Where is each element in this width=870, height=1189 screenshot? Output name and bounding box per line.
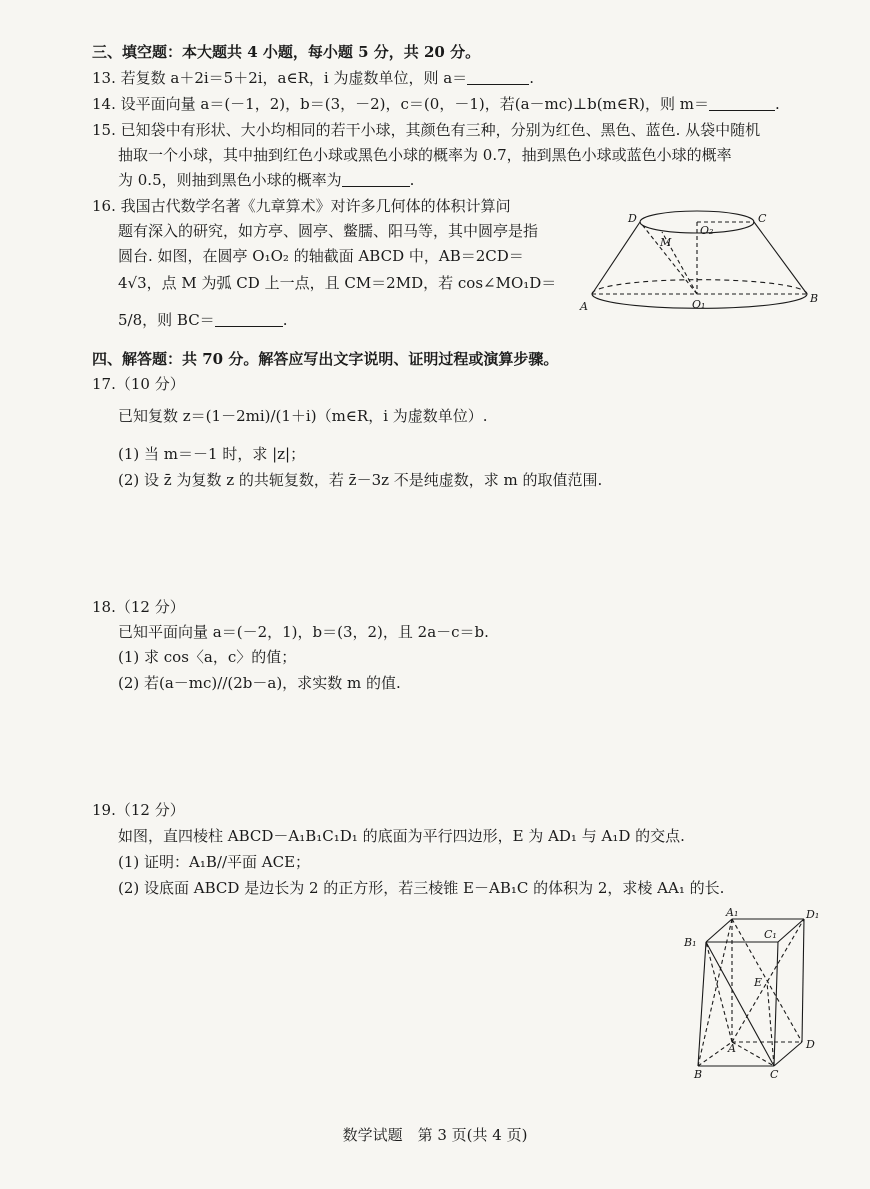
- q19-part-1: (1) 证明：A₁B//平面 ACE；: [118, 853, 311, 871]
- segment-a-b1: [706, 942, 732, 1042]
- label-O1: O₁: [692, 298, 706, 311]
- q19-part-2: (2) 设底面 ABCD 是边长为 2 的正方形，若三棱锥 E－AB₁C 的体积为 2，求棱 AA₁ 的长.: [118, 879, 725, 897]
- edge-b1-a1: [706, 919, 732, 942]
- question-13: 13. 若复数 a＋2i＝5＋2i，a∈R，i 为虚数单位，则 a＝ .: [92, 69, 534, 87]
- section3-heading: 三、填空题：本大题共 4 小题，每小题 5 分，共 20 分。: [92, 43, 481, 61]
- diag-b1-c: [706, 942, 774, 1066]
- q16-line-1: 16. 我国古代数学名著《九章算术》对许多几何体的体积计算问: [92, 197, 511, 215]
- q19-header: 19.（12 分）: [92, 801, 185, 819]
- q17-part-1: (1) 当 m＝－1 时，求 |z|；: [118, 445, 306, 463]
- q13-text: 13. 若复数 a＋2i＝5＋2i，a∈R，i 为虚数单位，则 a＝: [92, 69, 468, 87]
- q19-stem: 如图，直四棱柱 ABCD－A₁B₁C₁D₁ 的底面为平行四边形，E 为 AD₁ 与 A₁D 的交点.: [118, 827, 685, 845]
- label-C1: C₁: [764, 928, 777, 941]
- label-B1: B₁: [684, 936, 697, 949]
- q17-stem: 已知复数 z＝(1－2mi)/(1＋i)（m∈R，i 为虚数单位）.: [118, 407, 488, 425]
- label-B: B: [694, 1068, 703, 1081]
- q15-line-3: 为 0.5，则抽到黑色小球的概率为 .: [118, 171, 415, 189]
- frustum-side-right: [754, 222, 807, 294]
- q18-part-2: (2) 若(a－mc)//(2b－a)，求实数 m 的值.: [118, 674, 401, 692]
- label-O2: O₂: [700, 224, 714, 237]
- edge-c-d: [774, 1042, 802, 1066]
- question-14: 14. 设平面向量 a＝(－1，2)，b＝(3，－2)，c＝(0，－1)，若(a－mc)⊥b(m∈R)，则 m＝ .: [92, 95, 780, 113]
- section4-heading: 四、解答题：共 70 分。解答应写出文字说明、证明过程或演算步骤。: [92, 350, 559, 368]
- label-B: B: [810, 292, 819, 305]
- q15-line-1: 15. 已知袋中有形状、大小均相同的若干小球，其颜色有三种，分别为红色、黑色、蓝色. 从袋中随机: [92, 121, 761, 139]
- label-D1: D₁: [806, 908, 820, 921]
- label-C: C: [758, 212, 767, 225]
- q14-answer-blank[interactable]: [709, 96, 775, 111]
- q16-text: 5/8，则 BC＝: [118, 311, 215, 329]
- q16-line-3: 圆台. 如图，在圆亭 O₁O₂ 的轴截面 ABCD 中，AB＝2CD＝: [118, 247, 524, 265]
- q15-answer-blank[interactable]: [342, 172, 410, 187]
- q18-header: 18.（12 分）: [92, 598, 185, 616]
- edge-dd1: [802, 919, 804, 1042]
- label-M: M: [660, 236, 672, 249]
- edge-d1-c1: [778, 919, 804, 942]
- frustum-bottom-back-arc: [592, 280, 807, 294]
- edge-cc1: [774, 942, 778, 1066]
- q16-answer-blank[interactable]: [215, 312, 283, 327]
- prism-figure: [678, 904, 828, 1084]
- label-A: A: [728, 1042, 736, 1055]
- q16-line-5: 5/8，则 BC＝ .: [118, 311, 288, 329]
- segment-c-e: [767, 982, 774, 1066]
- frustum-figure: [576, 202, 830, 318]
- q15-line-2: 抽取一个小球，其中抽到红色小球或黑色小球的概率为 0.7，抽到黑色小球或蓝色小球的概率: [118, 146, 732, 164]
- label-A: A: [580, 300, 588, 313]
- label-A1: A₁: [726, 906, 739, 919]
- q18-stem: 已知平面向量 a＝(－2，1)，b＝(3，2)，且 2a－c＝b.: [118, 623, 489, 641]
- q15-text: 为 0.5，则抽到黑色小球的概率为: [118, 171, 342, 189]
- page-footer: 数学试题 第 3 页(共 4 页): [342, 1126, 528, 1144]
- q17-header: 17.（10 分）: [92, 375, 185, 393]
- q16-line-2: 题有深入的研究，如方亭、圆亭、鳖臑、阳马等，其中圆亭是指: [118, 222, 539, 240]
- q14-text: 14. 设平面向量 a＝(－1，2)，b＝(3，－2)，c＝(0，－1)，若(a－mc)⊥b(m∈R)，则 m＝: [92, 95, 710, 113]
- frustum-side-left: [592, 222, 640, 294]
- label-D: D: [628, 212, 637, 225]
- q17-part-2: (2) 设 z̄ 为复数 z 的共轭复数，若 z̄－3z 不是纯虚数，求 m 的取值范围.: [118, 471, 603, 489]
- label-E: E: [754, 976, 763, 989]
- label-D: D: [806, 1038, 815, 1051]
- label-C: C: [770, 1068, 779, 1081]
- q18-part-1: (1) 求 cos〈a，c〉的值；: [118, 648, 297, 666]
- q13-answer-blank[interactable]: [467, 70, 529, 85]
- q16-line-4: 4√3，点 M 为弧 CD 上一点，且 CM＝2MD，若 cos∠MO₁D＝: [118, 274, 557, 292]
- edge-bb1: [698, 942, 706, 1066]
